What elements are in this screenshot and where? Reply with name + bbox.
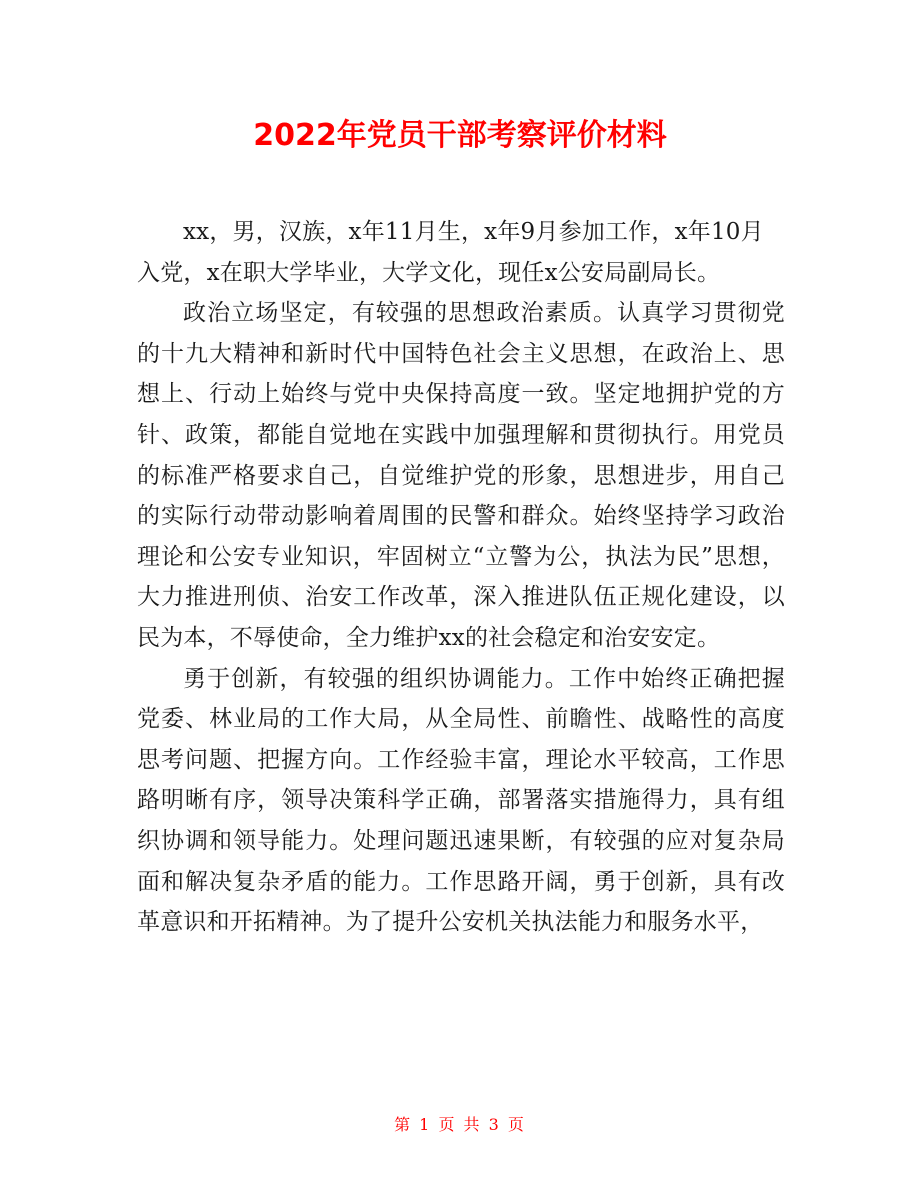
page-number-footer: 第 1 页 共 3 页 [394,1115,526,1134]
document-title: 2022年党员干部考察评价材料 [253,118,667,153]
paragraph-innovation: 勇于创新，有较强的组织协调能力。工作中始终正确把握党委、林业局的工作大局，从全局性、前瞻性、战略性的高度思考问题、把握方向。工作经验丰富，理论水平较高，工作思路明晰有序，领导决策科学正确，部署落实措施得力，具有组织协调和领导能力。处理问题迅速果断，有较强的应对复杂局面和解决复杂矛盾的能力。工作思路开阔，勇于创新，具有改革意识和开拓精神。为了提升公安机关执法能力和服务水平， [137,665,785,936]
document-body [137,212,785,943]
paragraph-profile: xx，男，汉族，x年11月生，x年9月参加工作，x年10月入党，x在职大学毕业，大学文化，现任x公安局副局长。 [137,219,764,286]
paragraph-political-stance: 政治立场坚定，有较强的思想政治素质。认真学习贯彻党的十九大精神和新时代中国特色社会主义思想，在政治上、思想上、行动上始终与党中央保持高度一致。坚定地拥护党的方针、政策，都能自觉地在实践中加强理解和贯彻执行。用党员的标准严格要求自己，自觉维护党的形象，思想进步，用自己的实际行动带动影响着周围的民警和群众。始终坚持学习政治理论和公安专业知识，牢固树立“立警为公，执法为民”思想，大力推进刑侦、治安工作改革，深入推进队伍正规化建设，以民为本，不辱使命，全力维护xx的社会稳定和治安安定。 [137,300,785,651]
